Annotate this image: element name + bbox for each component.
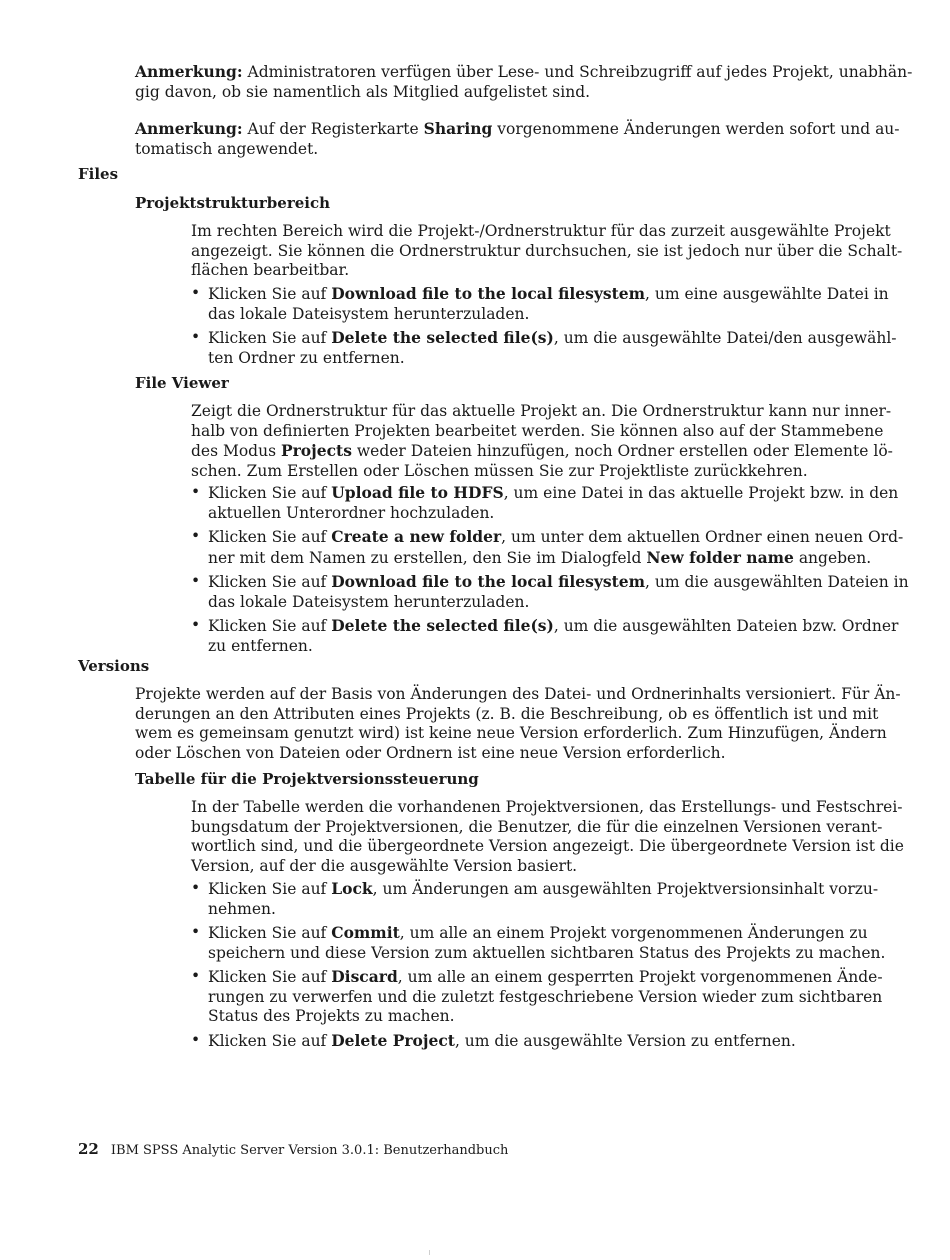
struct-description: Im rechten Bereich wird die Projekt-/Ordnerstruktur für das zurzeit ausgewählte Projekt angezeigt. Sie können die Ordnerstruktur durchsuchen, sie ist jedoch nur über die Schalt- flächen bearbeitbar. <box>191 222 903 279</box>
version-table-description: In der Tabelle werden die vorhandenen Projektversionen, das Erstellungs- und Festschrei- bungsdatum der Projektversionen, die Benutzer, die für die einzelnen Versionen verant- wortlich sind, und die übergeordnete Version angezeigt. Die übergeordnete Version ist die Version, auf der die ausgewählte Version basiert. <box>191 798 904 875</box>
heading-version-table: Tabelle für die Projektversionssteuerung <box>135 770 479 788</box>
bottom-tick-mark <box>429 1250 430 1255</box>
list-item: • Klicken Sie auf Download file to the local filesystem, um die ausgewählten Dateien in das lokale Dateisystem herunterzuladen. <box>191 572 909 611</box>
list-item: • Klicken Sie auf Upload file to HDFS, um eine Datei in das aktuelle Projekt bzw. in den aktuellen Unterordner hochzuladen. <box>191 483 899 522</box>
heading-file-viewer: File Viewer <box>135 374 229 392</box>
list-item: • Klicken Sie auf Lock, um Änderungen am ausgewählten Projektversionsinhalt vorzu- nehmen. <box>191 879 879 918</box>
version-table-bullet-list <box>191 879 885 1055</box>
footer-title: IBM SPSS Analytic Server Version 3.0.1: Benutzerhandbuch <box>110 1143 509 1158</box>
note-label: Anmerkung: <box>135 62 243 81</box>
list-item: • Klicken Sie auf Download file to the local filesystem, um eine ausgewählte Datei in das lokale Dateisystem herunterzuladen. <box>191 284 889 323</box>
heading-files: Files <box>78 165 119 183</box>
list-item: • Klicken Sie auf Delete Project, um die ausgewählte Version zu entfernen. <box>191 1030 796 1050</box>
list-item: • Klicken Sie auf Delete the selected file(s), um die ausgewählte Datei/den ausgewähl- ten Ordner zu entfernen. <box>191 328 897 367</box>
note-administrators: Anmerkung: Administratoren verfügen über Lese- und Schreibzugriff auf jedes Projekt, unabhän- gig davon, ob sie namentlich als Mitglied aufgelistet sind. <box>135 62 913 101</box>
viewer-bullet-list <box>191 483 909 660</box>
list-item: • Klicken Sie auf Delete the selected file(s), um die ausgewählten Dateien bzw. Ordner zu entfernen. <box>191 616 899 655</box>
page-number: 22 <box>78 1140 99 1158</box>
page-footer <box>78 1140 508 1158</box>
list-item: • Klicken Sie auf Commit, um alle an einem Projekt vorgenommenen Änderungen zu speichern und diese Version zum aktuellen sichtbaren Status des Projekts zu machen. <box>191 923 886 962</box>
heading-projektstrukturbereich: Projektstrukturbereich <box>135 194 331 212</box>
viewer-description: Zeigt die Ordnerstruktur für das aktuelle Projekt an. Die Ordnerstruktur kann nur inner- halb von definierten Projekten bearbeitet werden. Sie können also auf der Stammebene des Modus Projects weder Dateien hinzufügen, noch Ordner erstellen oder Elemente lö- schen. Zum Erstellen oder Löschen müssen Sie zur Projektliste zurückkehren. <box>191 402 893 480</box>
struct-bullet-list <box>191 284 897 372</box>
versions-description: Projekte werden auf der Basis von Änderungen des Datei- und Ordnerinhalts versioniert. Für Än- derungen an den Attributen eines Projekts (z. B. die Beschreibung, ob es öffentlich ist und mit wem es gemeinsam genutzt wird) ist keine neue Version erforderlich. Zum Hinzufügen, Ändern oder Löschen von Dateien oder Ordnern ist eine neue Version erforderlich. <box>135 685 901 762</box>
list-item: • Klicken Sie auf Create a new folder, um unter dem aktuellen Ordner einen neuen Ord- ner mit dem Namen zu erstellen, den Sie im Dialogfeld New folder name angeben. <box>191 527 904 567</box>
note-label: Anmerkung: <box>135 119 243 138</box>
note-sharing: Anmerkung: Auf der Registerkarte Sharing vorgenommene Änderungen werden sofort und au- tomatisch angewendet. <box>135 119 900 158</box>
heading-versions: Versions <box>78 657 150 675</box>
list-item: • Klicken Sie auf Discard, um alle an einem gesperrten Projekt vorgenommenen Ände- rungen zu verwerfen und die zuletzt festgeschriebene Version wieder zum sichtbaren Status des Projekts zu machen. <box>191 967 883 1025</box>
